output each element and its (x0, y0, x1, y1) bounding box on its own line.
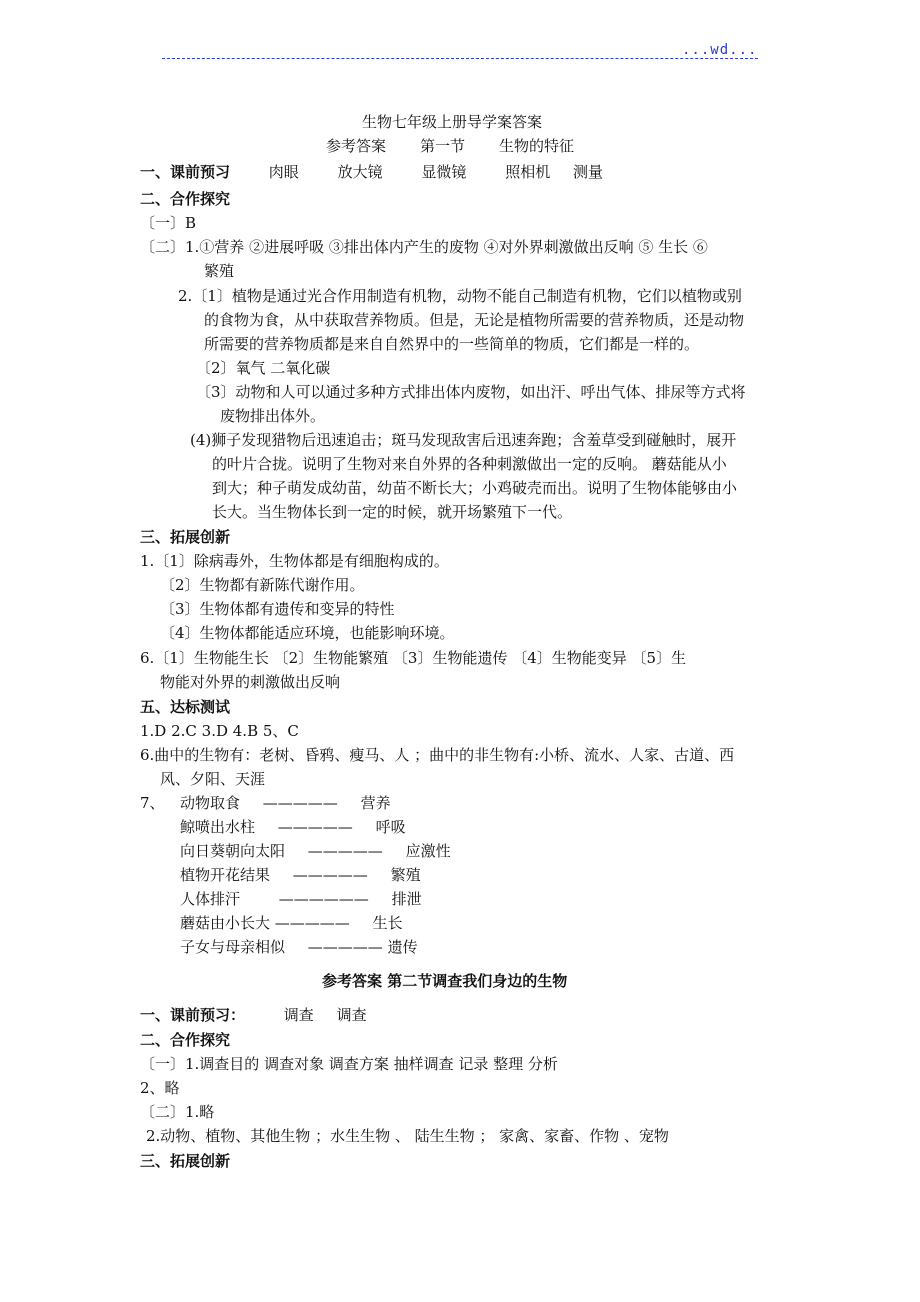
q7-left: 鲸喷出水柱 (180, 818, 256, 836)
q7-left: 蘑菇由小长大 (180, 914, 271, 932)
q7-dash: —————— (278, 890, 369, 908)
test-q6-line2: 风、夕阳、天涯 (160, 770, 266, 788)
q7-dash: ————— (277, 818, 353, 836)
test-answers: 1.D 2.C 3.D 4.B 5、C (140, 722, 299, 740)
q7-right: 呼吸 (375, 818, 406, 836)
s2-explore-l2: 2、略 (140, 1079, 180, 1097)
q7-dash: ————— (307, 842, 383, 860)
extend-l6a: 6.〔1〕生物能生长 〔2〕生物能繁殖 〔3〕生物能遗传 〔4〕生物能变异 〔5〕生 (140, 649, 687, 667)
q2-4-line1: (4)狮子发现猎物后迅速追击；斑马发现敌害后迅速奔跑；含羞草受到碰触时，展开 (190, 431, 737, 449)
q7-right: 遗传 (387, 938, 418, 956)
q2-1-line1: 2.〔1〕植物是通过光合作用制造有机物，动物不能自己制造有机物，它们以植物或别 (178, 287, 742, 305)
section1-label: 参考答案 (326, 137, 387, 155)
preview-item: 放大镜 (337, 163, 383, 181)
preview-item: 照相机 (505, 163, 551, 181)
s2-explore-l4: 2.动物、植物、其他生物 ；水生生物 、 陆生生物 ； 家禽、家畜、作物 、宠物 (146, 1127, 669, 1145)
q7-right: 排泄 (391, 890, 422, 908)
extend-heading: 三、拓展创新 (140, 528, 231, 546)
q7-row (180, 889, 422, 909)
q7-right: 繁殖 (390, 866, 421, 884)
q7-row (180, 841, 451, 861)
q2-3-line1: 〔3〕动物和人可以通过多种方式排出体内废物，如出汗、呼出气体、排尿等方式将 (196, 383, 746, 401)
q7-right: 应激性 (405, 842, 451, 860)
extend-l4: 〔4〕生物体都能适应环境，也能影响环境。 (160, 624, 455, 642)
q7-dash: ————— (292, 866, 368, 884)
q2-2: 〔2〕氧气 二氧化碳 (196, 359, 331, 377)
explore-p2-line2: 繁殖 (204, 262, 235, 280)
q7-right: 营养 (360, 794, 391, 812)
q7-row (180, 793, 391, 813)
q7-dash: ————— (262, 794, 338, 812)
q2-1-line2: 的食物为食，从中获取营养物质。但是，无论是植物所需要的营养物质，还是动物 (204, 311, 745, 329)
q7-row (180, 865, 421, 885)
q7-right: 生长 (372, 914, 403, 932)
q2-3-line2: 废物排出体外。 (220, 407, 326, 425)
test-q7-num: 7、 (140, 794, 165, 812)
explore-p2-line1: 〔二〕1.①营养 ②进展呼吸 ③排出体内产生的废物 ④对外界刺激做出反响 ⑤ 生长 ⑥ (140, 238, 708, 256)
header-mark: ...wd... (682, 42, 758, 58)
extend-l1: 1.〔1〕除病毒外，生物体都是有细胞构成的。 (140, 552, 449, 570)
q7-row (180, 913, 403, 933)
explore-p1: 〔一〕B (140, 214, 197, 232)
q2-4-line2: 的叶片合拢。说明了生物对来自外界的各种刺激做出一定的反响。 蘑菇能从小 (212, 455, 727, 473)
q7-row (180, 937, 418, 957)
test-q6-line1: 6.曲中的生物有：老树、昏鸦、瘦马、人 ；曲中的非生物有:小桥、流水、人家、古道、西 (140, 746, 735, 764)
test-heading: 五、达标测试 (140, 698, 231, 716)
s2-explore-l1: 〔一〕1.调查目的 调查对象 调查方案 抽样调查 记录 整理 分析 (140, 1055, 558, 1073)
q7-dash: ————— (307, 938, 383, 956)
section1-name: 生物的特征 (499, 137, 575, 155)
page-title: 生物七年级上册导学案答案 (362, 113, 543, 131)
extend-l2: 〔2〕生物都有新陈代谢作用。 (160, 576, 365, 594)
preview-item: 测量 (572, 163, 603, 181)
q2-1-line3: 所需要的营养物质都是来自自然界中的一些简单的物质，它们都是一样的。 (204, 335, 700, 353)
extend-l3: 〔3〕生物体都有遗传和变异的特性 (160, 600, 395, 618)
section1-title (326, 136, 574, 156)
s2-preview-item: 调查 (283, 1006, 314, 1024)
s2-explore-heading: 二、合作探究 (140, 1031, 231, 1049)
q7-left: 子女与母亲相似 (180, 938, 286, 956)
header-dashed-line (162, 58, 758, 59)
preview-row (140, 162, 603, 182)
q2-4-line4: 长大。当生物体长到一定的时候，就开场繁殖下一代。 (212, 503, 573, 521)
q7-left: 植物开花结果 (180, 866, 271, 884)
q7-left: 动物取食 (180, 794, 241, 812)
s2-preview-row (140, 1005, 367, 1025)
q7-row (180, 817, 406, 837)
preview-item: 显微镜 (421, 163, 467, 181)
preview-item: 肉眼 (268, 163, 299, 181)
q7-left: 人体排汗 (180, 890, 241, 908)
s2-preview-heading: 一、课前预习： (140, 1006, 246, 1024)
extend-l6b: 物能对外界的刺激做出反响 (160, 673, 341, 691)
s2-explore-l3: 〔二〕1.略 (140, 1103, 215, 1121)
section1-part: 第一节 (420, 137, 466, 155)
explore-heading: 二、合作探究 (140, 190, 231, 208)
s2-preview-item: 调查 (336, 1006, 367, 1024)
q2-4-line3: 到大；种子萌发成幼苗，幼苗不断长大；小鸡破壳而出。说明了生物体能够由小 (212, 479, 738, 497)
q7-left: 向日葵朝向太阳 (180, 842, 286, 860)
q7-dash: ————— (274, 914, 350, 932)
s2-extend-heading: 三、拓展创新 (140, 1152, 231, 1170)
preview-heading: 一、课前预习 (140, 163, 231, 181)
section2-title: 参考答案 第二节调查我们身边的生物 (322, 972, 568, 990)
